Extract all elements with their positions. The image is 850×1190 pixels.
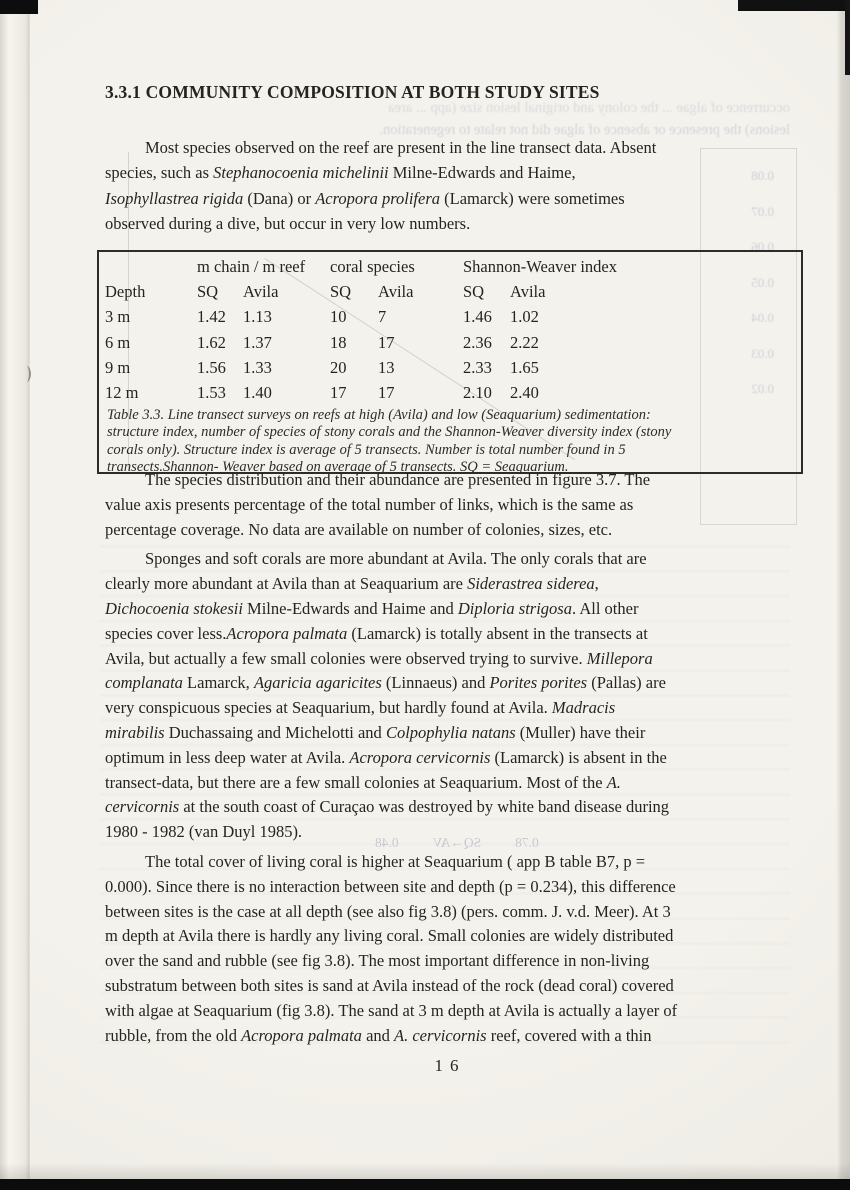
column-header: Avila [378,282,414,302]
bleedthrough-axis-value: 0.03 [751,345,774,361]
table-cell: 1.65 [510,357,539,377]
body-text [105,468,805,1048]
text-segment: observed during a dive, but occur in very low numbers. [105,214,471,234]
text-segment: percentage coverage. No data are available on number of colonies, sizes, etc. [105,519,613,539]
table-cell: 12 m [105,382,139,402]
bleedthrough-axis-value: 0.08 [751,168,774,183]
page-number: 16 [434,1056,466,1075]
text-line [105,622,805,647]
table-caption-line: structure index, number of species of stony corals and the Shannon-Weaver diversity index (stony [107,424,672,441]
text-segment: The total cover of living coral is higher at Seaquarium ( app B table B7, p = [145,851,646,871]
table-cell: 10 [330,307,347,327]
text-segment: (Linnaeus) and [381,673,490,693]
species-name: Dichocoenia stokesii [105,598,243,618]
table-cell: 17 [378,332,395,352]
paragraph [105,135,805,237]
table-cell: 1.62 [197,332,226,352]
species-name: Diploria strigosa [457,598,572,618]
species-name: mirabilis [105,722,165,742]
text-segment: Milne-Edwards and Haime and [242,598,458,618]
column-header: Avila [510,282,546,302]
text-line [105,597,805,622]
text-segment: , [594,574,599,594]
table-caption-line: Table 3.3. Line transect surveys on reefs at high (Avila) and low (Seaquarium) sedimentation: [107,407,651,424]
scan-artifact-top-right [738,0,850,11]
table-caption-line: transects.Shannon- Weaver based on average of 5 transects. SQ = Seaquarium. [107,458,569,475]
text-segment: rubble, from the old [105,1025,242,1045]
section-heading: 3.3.1 COMMUNITY COMPOSITION AT BOTH STUDY SITES [105,82,600,102]
page-left-edge-shadow [0,0,30,1190]
column-header: SQ [197,282,219,302]
table-cell: 1.37 [243,332,272,352]
species-name: Acropora palmata [226,623,348,643]
paragraph [105,468,805,542]
species-name: Stephanocoenia michelinii [213,163,389,183]
text-line [105,746,805,771]
text-line [105,135,805,160]
scan-artifact-right-corner [845,0,850,75]
text-segment: (Pallas) are [587,673,666,693]
text-segment: over the sand and rubble (see fig 3.8). The most important difference in non-living [105,951,650,971]
bleedthrough-axis-value: 0.05 [751,274,774,290]
column-group-header: m chain / m reef [197,257,306,276]
text-line [105,721,805,746]
table-cell: 9 m [105,357,131,377]
text-segment: clearly more abundant at Avila than at Seaquarium are [105,574,468,594]
text-segment: Most species observed on the reef are present in the line transect data. Absent [145,138,657,157]
paragraph [105,850,805,1048]
text-line [105,875,805,900]
bleedthrough-axis-value: 0.07 [751,203,774,219]
table-cell: 17 [330,382,347,402]
text-segment: (Lamarck) is totally absent in the transects at [347,623,648,643]
margin-mark [22,366,31,382]
column-header: SQ [330,282,352,302]
scan-bottom-shadow [0,1163,850,1179]
table-cell: 1.02 [510,307,539,327]
species-name: Agaricia agaricites [253,673,382,693]
text-segment: between sites is the case at all depth (see also fig 3.8) (pers. comm. J. v.d. Meer). At 3 [105,901,671,921]
species-name: complanata [105,673,183,693]
bleedthrough-axis-value: 0.04 [751,310,774,325]
text-segment: transect-data, but there are a few small colonies at Seaquarium. Most of the [105,772,607,792]
text-segment: with algae at Seaquarium (fig 3.8). The sand at 3 m depth at Avila is actually a layer of [105,1000,678,1020]
text-segment: Milne-Edwards and Haime, [388,163,576,183]
species-name: Millepora [586,648,653,668]
species-name: cervicornis [105,797,180,817]
text-segment: species cover less. [105,623,227,643]
species-name: A. cervicornis [394,1025,487,1045]
species-name: Colpophylia natans [385,722,516,742]
text-segment: Lamarck, [182,673,254,693]
text-line [105,547,805,572]
text-line [105,647,805,672]
column-header: Depth [105,282,146,302]
table-cell: 1.40 [243,382,272,402]
text-line [105,696,805,721]
bleedthrough-fragment: SQ→AV [432,835,482,850]
text-segment: (Lamarck) were sometimes [440,188,625,208]
table-cell: 2.36 [463,332,492,352]
table-cell: 1.53 [197,382,226,402]
column-header: Avila [243,282,279,302]
table-cell: 18 [330,332,347,352]
table-cell: 1.13 [243,307,272,327]
page-right-edge-shadow [836,0,850,1190]
bleedthrough-fragment: 0.48 [375,835,399,850]
species-name: Isophyllastrea rigida [105,188,244,208]
table-grid [99,252,801,405]
table-cell: 7 [378,307,387,327]
text-segment: at the south coast of Curaçao was destroyed by white band disease during [179,797,670,817]
text-segment: 0.000). Since there is no interaction between site and depth (p = 0.234), this difference [105,876,676,896]
text-line [105,924,805,949]
text-segment: . All other [571,598,639,618]
text-line [105,572,805,597]
table-cell: 6 m [105,332,131,352]
species-name: Madracis [551,698,616,718]
text-line [105,1024,805,1049]
scan-artifact-top-left [0,0,38,14]
species-name: A. [606,772,621,792]
table-cell: 2.10 [463,382,492,402]
table-cell: 3 m [105,307,131,327]
bleedthrough-axis-value: 0.02 [751,381,774,396]
table-cell: 1.46 [463,307,492,327]
table-cell: 1.33 [243,357,272,377]
text-line [105,795,805,820]
text-segment: and [361,1025,395,1045]
table-cell: 1.42 [197,307,226,327]
table-3-3 [97,250,803,474]
column-header: SQ [463,282,485,302]
bleedthrough-text-line: lesions) the presence or absence of algae did not relate to regeneration. [379,122,790,138]
table-cell: 13 [378,357,395,377]
table-cell: 1.56 [197,357,226,377]
paragraph [105,547,805,845]
bleedthrough-fragment: 0.78 [515,835,539,850]
text-segment: (Dana) or [243,188,316,208]
table-cell: 2.40 [510,382,539,402]
text-segment: The species distribution and their abundance are presented in figure 3.7. The [145,470,651,489]
text-line [105,949,805,974]
bleedthrough-axis-value: 0.06 [751,239,774,254]
text-segment: 1980 - 1982 (van Duyl 1985). [105,822,303,842]
text-line [105,850,805,875]
text-segment: species, such as [105,163,214,183]
species-name: Siderastrea siderea [467,574,595,594]
text-segment: value axis presents percentage of the total number of links, which is the same as [105,494,634,514]
table-caption [99,405,801,476]
text-line [105,160,805,185]
text-segment: m depth at Avila there is hardly any living coral. Small colonies are widely distributed [105,926,674,946]
text-segment: substratum between both sites is sand at Avila instead of the rock (dead coral) covered [105,975,674,995]
text-line [105,493,805,518]
scan-artifact-bottom [0,1179,850,1190]
table-cell: 20 [330,357,347,377]
text-line [105,671,805,696]
column-group-header: Shannon-Weaver index [463,257,617,276]
text-segment: optimum in less deep water at Avila. [105,747,350,767]
species-name: Acropora prolifera [315,188,441,208]
text-segment: very conspicuous species at Seaquarium, but hardly found at Avila. [105,698,552,718]
text-segment: reef, covered with a thin [486,1025,652,1045]
text-segment: (Lamarck) is absent in the [490,747,667,767]
text-line [105,518,805,543]
column-group-header: coral species [330,257,415,276]
text-line [105,186,805,211]
text-line [105,900,805,925]
text-line [105,999,805,1024]
text-segment: Avila, but actually a few small colonies were observed trying to survive. [105,648,587,668]
table-caption-line: corals only). Structure index is average of 5 transects. Number is total number found in 5 [107,441,626,458]
species-name: Acropora cervicornis [349,747,491,767]
table-cell: 17 [378,382,395,402]
text-line [105,771,805,796]
table-cell: 2.33 [463,357,492,377]
table-cell: 2.22 [510,332,539,352]
text-line [105,468,805,493]
text-segment: (Muller) have their [515,722,646,742]
text-line [105,211,805,236]
text-line [105,974,805,999]
text-line [105,820,805,845]
species-name: Porites porites [489,673,588,693]
text-segment: Sponges and soft corals are more abundant at Avila. The only corals that are [145,549,647,569]
text-segment: Duchassaing and Michelotti and [164,722,386,742]
bleedthrough-text-line: occurrence of algae ... the colony and original lesion size (app ... area [388,100,790,116]
species-name: Acropora palmata [241,1025,362,1045]
